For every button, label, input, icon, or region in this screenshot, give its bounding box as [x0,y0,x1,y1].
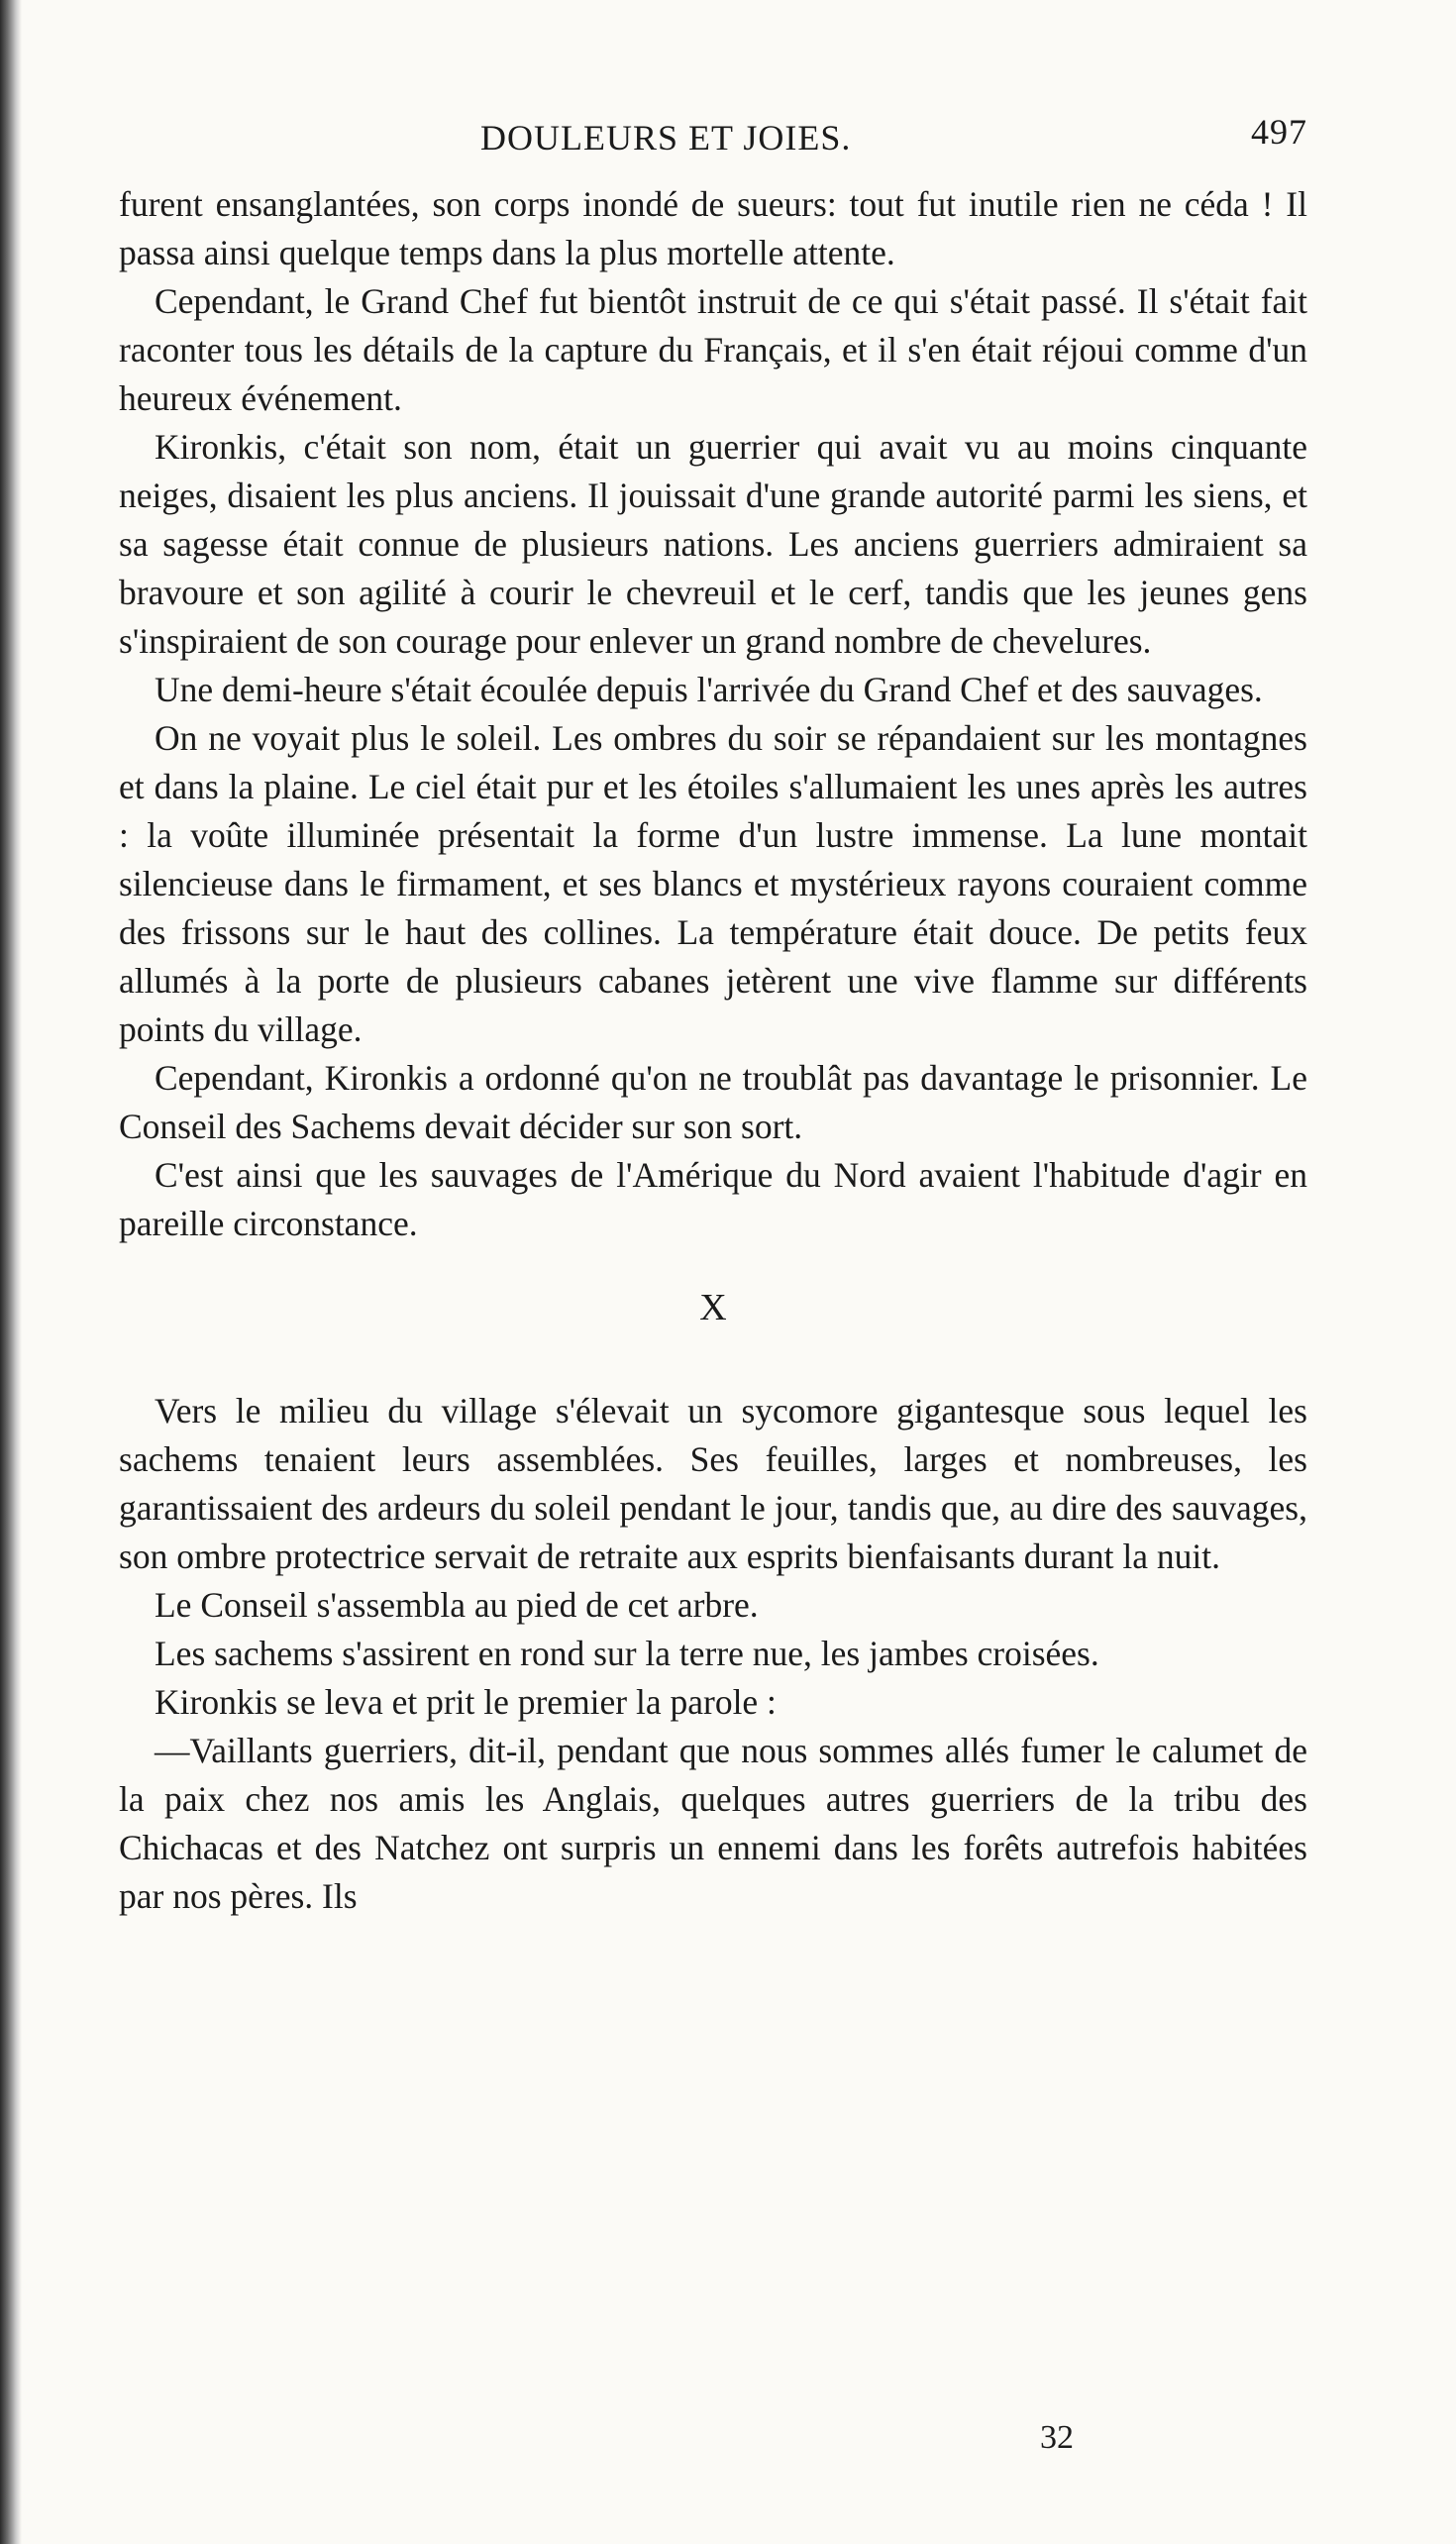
paragraph: Le Conseil s'assembla au pied de cet arbre. [155,1585,759,1625]
paragraph: —Vaillants guerriers, dit-il, pendant que nous sommes allés fumer le calumet de la paix chez nos amis les Anglais, quelques autres guerriers de la tribu des Chichacas et des Natchez ont surpris un ennemi dans les forêts autrefois habitées par nos pères. Ils [119,1731,1307,1916]
paragraph: Kironkis se leva et prit le premier la parole : [155,1682,777,1722]
section-heading: X [699,1287,727,1328]
paragraph: Cependant, Kironkis a ordonné qu'on ne troublât pas davantage le prisonnier. Le Conseil des Sachems devait décider sur son sort. [119,1058,1307,1146]
signature-mark: 32 [1040,2419,1074,2456]
paragraph: C'est ainsi que les sauvages de l'Amérique du Nord avaient l'habitude d'agir en pareille circonstance. [119,1155,1307,1243]
running-title: DOULEURS ET JOIES. [480,118,852,158]
paragraph: Cependant, le Grand Chef fut bientôt instruit de ce qui s'était passé. Il s'était fait raconter tous les détails de la capture du Français, et il s'en était réjoui comme d'un heureux événement. [119,281,1307,418]
paragraph: On ne voyait plus le soleil. Les ombres du soir se répandaient sur les montagnes et dans la plaine. Le ciel était pur et les étoiles s'allumaient les unes après les autres : la voûte illuminée présentait la forme d'un lustre immense. La lune montait silencieuse dans le firmament, et ses blancs et mystérieux rayons couraient comme des frissons sur le haut des collines. La température était douce. De petits feux allumés à la porte de plusieurs cabanes jetèrent une vive flamme sur différents points du village. [119,718,1307,1049]
running-head [119,112,1307,180]
page-number: 497 [1251,112,1307,152]
page-edge-shadow [0,0,22,2544]
paragraph: Les sachems s'assirent en rond sur la terre nue, les jambes croisées. [155,1634,1099,1673]
paragraph: Une demi-heure s'était écoulée depuis l'arrivée du Grand Chef et des sauvages. [155,670,1263,709]
body-text-after [119,1387,1307,1921]
paragraph: furent ensanglantées, son corps inondé de sueurs: tout fut inutile rien ne céda ! Il passa ainsi quelque temps dans la plus mortelle attente. [119,184,1307,272]
paragraph: Vers le milieu du village s'élevait un sycomore gigantesque sous lequel les sachems tenaient leurs assemblées. Ses feuilles, larges et nombreuses, les garantissaient des ardeurs du soleil pendant le jour, tandis que, au dire des sauvages, son ombre protectrice servait de retraite aux esprits bienfaisants durant la nuit. [119,1391,1307,1576]
paragraph: Kironkis, c'était son nom, était un guerrier qui avait vu au moins cinquante neiges, disaient les plus anciens. Il jouissait d'une grande autorité parmi les siens, et sa sagesse était connue de plusieurs nations. Les anciens guerriers admiraient sa bravoure et son agilité à courir le chevreuil et le cerf, tandis que les jeunes gens s'inspiraient de son courage pour enlever un grand nombre de chevelures. [119,427,1307,661]
book-page [119,112,1307,1921]
body-text-before [119,180,1307,1248]
